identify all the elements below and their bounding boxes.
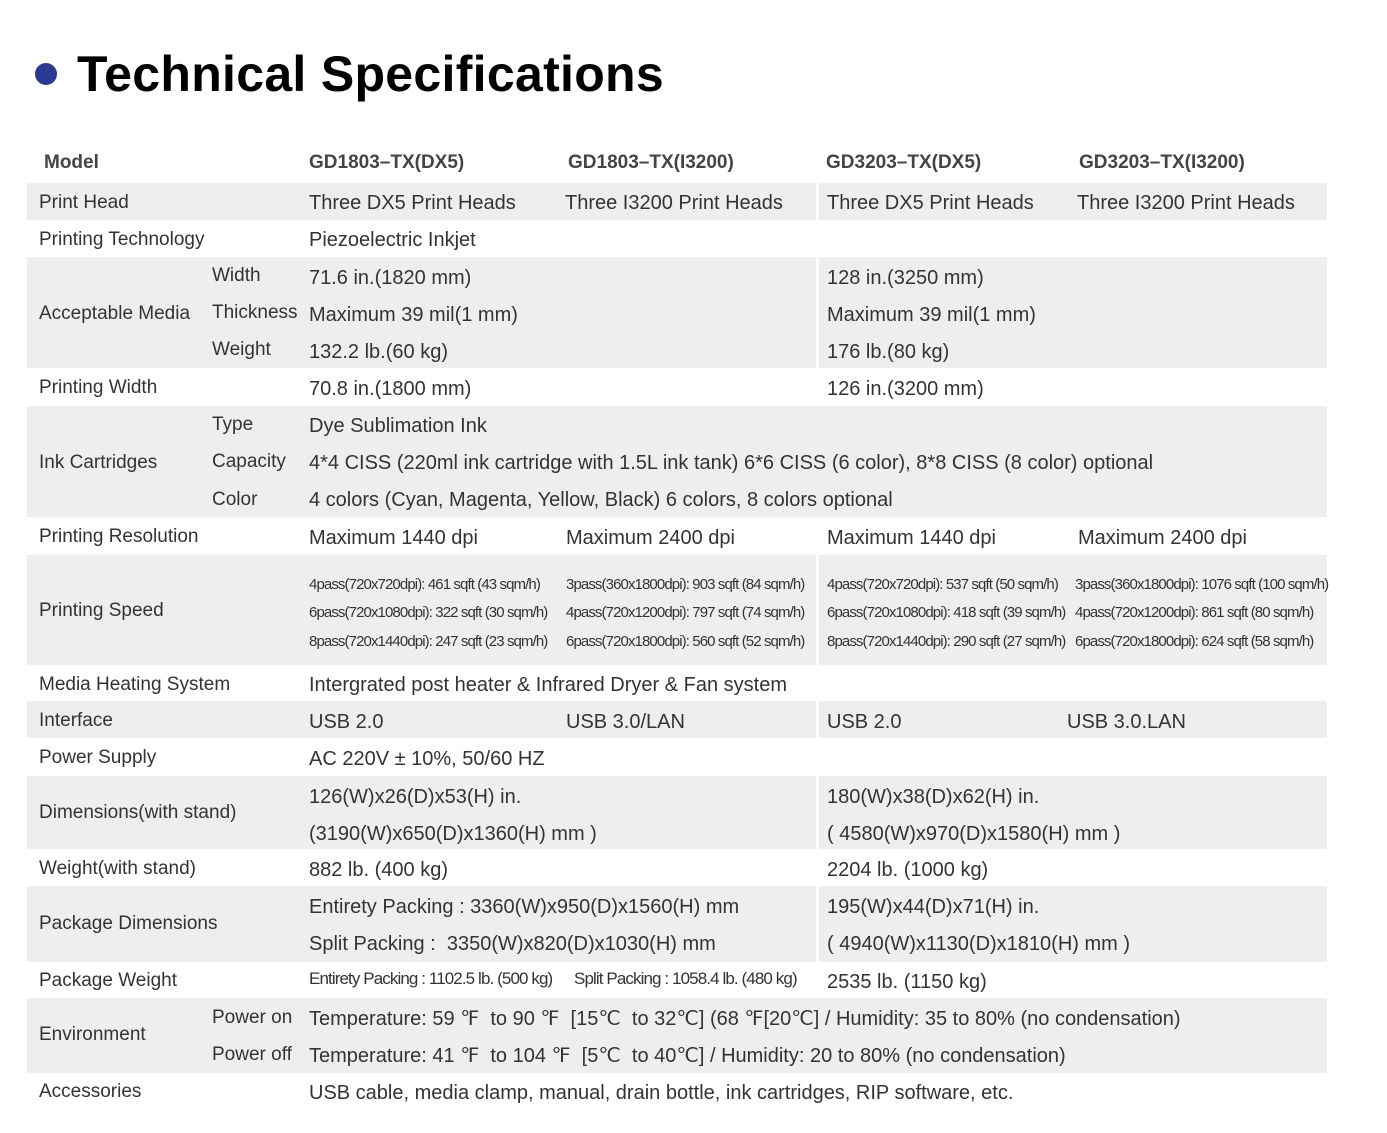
cell-value: Temperature: 59 ℉ to 90 ℉ [15℃ to 32℃] (68 ℉[20℃] / Humidity: 35 to 80% (no condensation) — [309, 1008, 1181, 1030]
row-label: Environment — [39, 1024, 146, 1045]
speed-value: 6pass(720x1080dpi): 322 sqft (30 sqm/h) — [309, 604, 548, 621]
sub-label-power-off: Power off — [212, 1044, 292, 1065]
sub-label-power-on: Power on — [212, 1007, 293, 1028]
speed-value: 4pass(720x1200dpi): 861 sqft (80 sqm/h) — [1075, 604, 1314, 621]
model-header-1: GD1803–TX(DX5) — [309, 152, 465, 173]
speed-value: 3pass(360x1800dpi): 903 sqft (84 sqm/h) — [566, 576, 805, 593]
cell-value: Maximum 1440 dpi — [309, 527, 478, 549]
row-label: Media Heating System — [39, 674, 231, 695]
row-label: Print Head — [39, 192, 129, 213]
row-label: Interface — [39, 710, 113, 731]
cell-value: Temperature: 41 ℉ to 104 ℉ [5℃ to 40℃] / Humidity: 20 to 80% (no condensation) — [309, 1045, 1066, 1067]
speed-value: 4pass(720x1200dpi): 797 sqft (74 sqm/h) — [566, 604, 805, 621]
cell-value: 176 lb.(80 kg) — [827, 341, 950, 363]
row-interface — [27, 701, 1327, 738]
speed-value: 8pass(720x1440dpi): 247 sqft (23 sqm/h) — [309, 633, 548, 650]
cell-value: Maximum 1440 dpi — [827, 527, 996, 549]
cell-value: USB cable, media clamp, manual, drain bottle, ink cartridges, RIP software, etc. — [309, 1082, 1014, 1104]
header-row — [27, 145, 1327, 181]
cell-value: (3190(W)x650(D)x1360(H) mm ) — [309, 823, 597, 845]
cell-value: 2535 lb. (1150 kg) — [827, 971, 987, 993]
speed-value: 4pass(720x720dpi): 461 sqft (43 sqm/h) — [309, 576, 540, 593]
sub-label-type: Type — [212, 414, 254, 435]
cell-value: ( 4580(W)x970(D)x1580(H) mm ) — [827, 823, 1121, 845]
cell-value: 2204 lb. (1000 kg) — [827, 859, 989, 881]
row-printing-width — [27, 368, 1327, 406]
row-media-heating — [27, 665, 1327, 701]
cell-value: Three DX5 Print Heads — [309, 192, 516, 214]
cell-value: 126 in.(3200 mm) — [827, 378, 984, 400]
cell-value: 180(W)x38(D)x62(H) in. — [827, 786, 1040, 808]
row-label: Printing Resolution — [39, 526, 199, 547]
row-package-dimensions — [27, 886, 1327, 962]
row-weight — [27, 849, 1327, 886]
cell-value: 71.6 in.(1820 mm) — [309, 267, 472, 289]
row-label: Printing Width — [39, 377, 158, 398]
cell-value: Three I3200 Print Heads — [565, 192, 783, 214]
cell-value: 882 lb. (400 kg) — [309, 859, 448, 881]
bullet-icon — [35, 63, 57, 85]
cell-value: 132.2 lb.(60 kg) — [309, 341, 448, 363]
cell-value: Entirety Packing : 1102.5 lb. (500 kg) — [309, 969, 553, 988]
row-label: Ink Cartridges — [39, 452, 158, 473]
cell-value: ( 4940(W)x1130(D)x1810(H) mm ) — [827, 933, 1131, 955]
row-label: Acceptable Media — [39, 303, 191, 324]
cell-value: Piezoelectric Inkjet — [309, 229, 476, 251]
cell-value: Maximum 2400 dpi — [1078, 527, 1247, 549]
row-print-head — [27, 183, 1327, 220]
model-header-3: GD3203–TX(DX5) — [826, 152, 982, 173]
cell-value: Maximum 39 mil(1 mm) — [309, 304, 518, 326]
speed-value: 3pass(360x1800dpi): 1076 sqft (100 sqm/h) — [1075, 576, 1329, 593]
speed-value: 6pass(720x1800dpi): 624 sqft (58 sqm/h) — [1075, 633, 1314, 650]
sub-label-width: Width — [212, 265, 261, 286]
cell-value: USB 2.0 — [309, 711, 384, 733]
speed-value: 4pass(720x720dpi): 537 sqft (50 sqm/h) — [827, 576, 1058, 593]
cell-value: 195(W)x44(D)x71(H) in. — [827, 896, 1040, 918]
speed-value: 8pass(720x1440dpi): 290 sqft (27 sqm/h) — [827, 633, 1066, 650]
speed-value: 6pass(720x1080dpi): 418 sqft (39 sqm/h) — [827, 604, 1066, 621]
cell-value: Three I3200 Print Heads — [1077, 192, 1295, 214]
cell-value: USB 2.0 — [827, 711, 902, 733]
sub-label-color: Color — [212, 489, 258, 510]
sub-label-weight: Weight — [212, 339, 271, 360]
cell-value: 128 in.(3250 mm) — [827, 267, 984, 289]
cell-value: Entirety Packing : 3360(W)x950(D)x1560(H) mm — [309, 896, 740, 918]
cell-value: Split Packing : 3350(W)x820(D)x1030(H) mm — [309, 933, 716, 955]
speed-value: 6pass(720x1800dpi): 560 sqft (52 sqm/h) — [566, 633, 805, 650]
row-label: Weight(with stand) — [39, 858, 196, 879]
cell-value: 126(W)x26(D)x53(H) in. — [309, 786, 522, 808]
row-printing-resolution — [27, 517, 1327, 555]
row-label: Package Weight — [39, 970, 178, 991]
row-label: Power Supply — [39, 747, 157, 768]
row-power-supply — [27, 738, 1327, 776]
row-accessories — [27, 1073, 1327, 1111]
model-header-4: GD3203–TX(I3200) — [1079, 152, 1245, 173]
cell-value: AC 220V ± 10%, 50/60 HZ — [309, 748, 545, 770]
title-block — [35, 42, 664, 106]
cell-value: Intergrated post heater & Infrared Dryer & Fan system — [309, 674, 787, 696]
row-label: Printing Technology — [39, 229, 205, 250]
row-label: Printing Speed — [39, 600, 164, 621]
page-title: Technical Specifications — [77, 46, 665, 102]
cell-value: USB 3.0.LAN — [1067, 711, 1186, 733]
row-printing-technology — [27, 220, 1327, 257]
row-dimensions — [27, 776, 1327, 849]
row-acceptable-media — [27, 257, 1327, 368]
sub-label-thickness: Thickness — [212, 302, 298, 323]
cell-value: Maximum 39 mil(1 mm) — [827, 304, 1036, 326]
cell-value: 4 colors (Cyan, Magenta, Yellow, Black) 6 colors, 8 colors optional — [309, 489, 893, 511]
row-printing-speed — [27, 555, 1327, 665]
cell-value: Dye Sublimation Ink — [309, 415, 487, 437]
model-header-2: GD1803–TX(I3200) — [568, 152, 734, 173]
cell-value: 70.8 in.(1800 mm) — [309, 378, 472, 400]
cell-value: 4*4 CISS (220ml ink cartridge with 1.5L ink tank) 6*6 CISS (6 color), 8*8 CISS (8 color) optional — [309, 452, 1154, 474]
sub-label-capacity: Capacity — [212, 451, 286, 472]
cell-value: USB 3.0/LAN — [566, 711, 685, 733]
cell-value: Maximum 2400 dpi — [566, 527, 735, 549]
row-label: Accessories — [39, 1081, 142, 1102]
row-label: Dimensions(with stand) — [39, 802, 237, 823]
cell-value: Split Packing : 1058.4 lb. (480 kg) — [574, 969, 797, 988]
row-label: Package Dimensions — [39, 913, 218, 934]
row-ink-cartridges — [27, 406, 1327, 517]
row-package-weight — [27, 962, 1327, 998]
cell-value: Three DX5 Print Heads — [827, 192, 1034, 214]
row-environment — [27, 998, 1327, 1073]
model-header-label: Model — [44, 152, 99, 173]
